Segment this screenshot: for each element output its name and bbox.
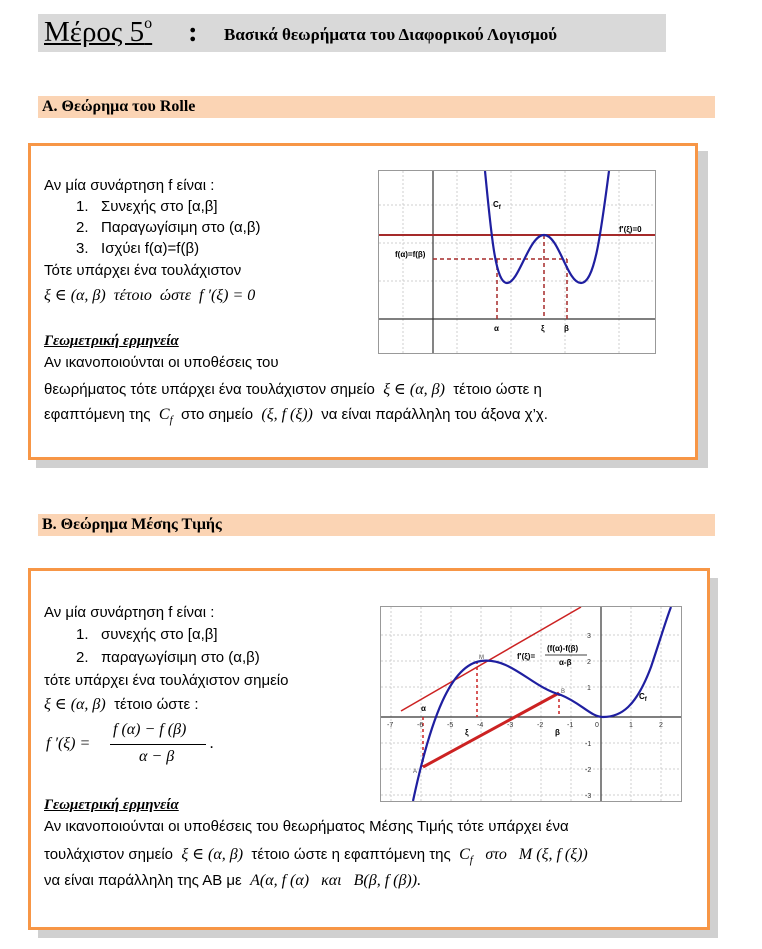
- mvt-point-a-label: A: [413, 769, 418, 775]
- mvt-point-b-label: B: [561, 689, 566, 695]
- rolle-intro: Αν μία συνάρτηση f είναι :: [44, 177, 215, 194]
- mvt-curve: [413, 607, 671, 801]
- mvt-formula-den: α-β: [559, 658, 572, 667]
- rolle-a-label: α: [494, 324, 499, 333]
- svg-text:-2: -2: [585, 767, 592, 774]
- mvt-item-1: 1. συνεχής στο [α,β]: [76, 626, 218, 643]
- mvt-item-2: 2. παραγωγίσιμη στο (α,β): [76, 649, 260, 666]
- rolle-geo-line1: Αν ικανοποιούνται οι υποθέσεις του: [44, 354, 279, 371]
- mvt-frac-lhs: f ′(ξ) =: [46, 735, 91, 752]
- title-bar: [38, 14, 666, 52]
- svg-text:2: 2: [587, 659, 591, 666]
- mvt-frac-bar: [110, 744, 206, 745]
- mvt-geo-line3: να είναι παράλληλη της ΑΒ με A(α, f (α) και B(β, f (β)).: [44, 872, 422, 889]
- svg-text:-1: -1: [585, 741, 592, 748]
- mvt-b-label: β: [555, 728, 560, 737]
- mvt-xi-label: ξ: [465, 728, 469, 737]
- mvt-then: τότε υπάρχει ένα τουλάχιστον σημείο: [44, 672, 289, 689]
- svg-text:-6: -6: [417, 722, 424, 729]
- svg-text:-7: -7: [387, 722, 394, 729]
- title-colon: :: [188, 16, 198, 48]
- mvt-chart: [380, 606, 682, 802]
- section-a-heading: Α. Θεώρημα του Rolle: [38, 96, 715, 118]
- mvt-formula-lhs: f'(ξ)=: [517, 652, 536, 661]
- rolle-geo-line2: θεωρήματος τότε υπάρχει ένα τουλάχιστον σημείο ξ ∈ (α, β) τέτοιο ώστε η: [44, 381, 542, 398]
- section-b-heading: Β. Θεώρημα Μέσης Τιμής: [38, 514, 715, 536]
- mvt-geo-line2: τουλάχιστον σημείο ξ ∈ (α, β) τέτοιο ώστε η εφαπτόμενη της $C_f$ στο M (ξ, f (ξ)): [44, 846, 588, 866]
- rolle-item-3: 3. Ισχύει f(α)=f(β): [76, 240, 200, 257]
- svg-text:1: 1: [629, 722, 633, 729]
- mvt-geo-heading: Γεωμετρική ερμηνεία: [44, 797, 179, 813]
- mvt-curve-label: $C_f$: [639, 692, 647, 703]
- svg-text:1: 1: [587, 685, 591, 692]
- rolle-grid: [379, 171, 655, 353]
- rolle-chart: [378, 170, 656, 354]
- rolle-curve-label: $C_f$: [493, 200, 501, 211]
- rolle-b-label: β: [564, 324, 569, 333]
- rolle-then: Τότε υπάρχει ένα τουλάχιστον: [44, 262, 242, 279]
- svg-text:-3: -3: [507, 722, 514, 729]
- rolle-item-2: 2. Παραγωγίσιμη στο (α,β): [76, 219, 261, 236]
- page-title: Μέρος $5^o$: [44, 15, 153, 48]
- page-subtitle: Βασικά θεωρήματα του Διαφορικού Λογισμού: [224, 25, 558, 44]
- svg-text:2: 2: [659, 722, 663, 729]
- mvt-frac-num: f (α) − f (β): [113, 721, 187, 738]
- svg-text:-3: -3: [585, 793, 592, 800]
- rolle-geo-line3: εφαπτόμενη της $C_f$ στο σημείο (ξ, f (ξ)) να είναι παράλληλη του άξονα χ’χ.: [44, 406, 548, 426]
- rolle-xi-label: ξ: [541, 324, 545, 333]
- svg-text:3: 3: [587, 633, 591, 640]
- rolle-tangent-label: f'(ξ)=0: [619, 225, 642, 234]
- mvt-frac-den: α − β: [139, 748, 175, 765]
- svg-text:0: 0: [595, 722, 599, 729]
- rolle-level-label: f(α)=f(β): [395, 250, 426, 259]
- svg-text:-2: -2: [537, 722, 544, 729]
- rolle-item-1: 1. Συνεχής στο [α,β]: [76, 198, 218, 215]
- mvt-intro: Αν μία συνάρτηση f είναι :: [44, 604, 215, 621]
- svg-text:-1: -1: [567, 722, 574, 729]
- mvt-formula-num: (f(α)-f(β): [547, 644, 579, 653]
- mvt-secant-ab: [423, 693, 559, 767]
- mvt-frac-dot: .: [210, 735, 214, 752]
- rolle-geo-heading: Γεωμετρική ερμηνεία: [44, 333, 179, 349]
- mvt-formula-line: ξ ∈ (α, β) τέτοιο ώστε :: [44, 696, 199, 713]
- rolle-formula: ξ ∈ (α, β) τέτοιο ώστε f ′(ξ) = 0: [44, 287, 256, 304]
- svg-text:-5: -5: [447, 722, 454, 729]
- mvt-point-m-label: M: [479, 655, 484, 661]
- svg-text:-4: -4: [477, 722, 484, 729]
- mvt-a-label: α: [421, 704, 426, 713]
- mvt-geo-line1: Αν ικανοποιούνται οι υποθέσεις του θεωρήματος Μέσης Τιμής τότε υπάρχει ένα: [44, 818, 569, 835]
- rolle-curve: [485, 171, 609, 283]
